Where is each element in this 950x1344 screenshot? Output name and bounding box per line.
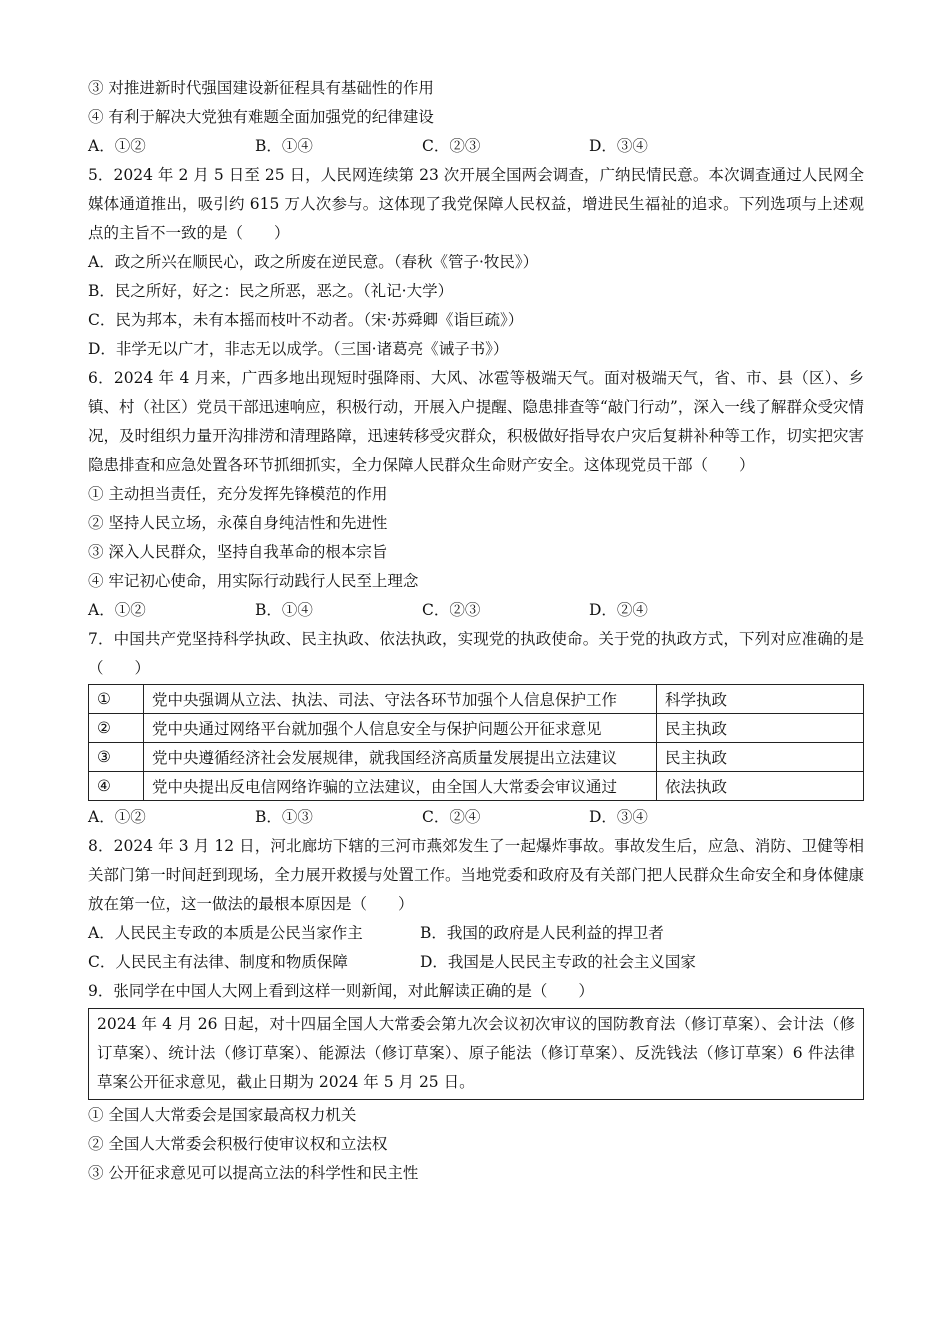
q7-option-d[interactable]: D．③④ (589, 808, 648, 826)
q8-options-row-2 (88, 948, 864, 977)
q9-statement-1: ① 全国人大常委会是国家最高权力机关 (88, 1106, 357, 1124)
q7-row-type: 民主执政 (657, 714, 864, 743)
table-row (89, 685, 864, 714)
q7-option-b[interactable]: B．①③ (255, 808, 313, 826)
q8-option-d[interactable]: D．我国是人民民主专政的社会主义国家 (420, 953, 696, 971)
q5-option-b[interactable]: B．民之所好，好之：民之所恶，恶之。（礼记·大学） (88, 282, 454, 300)
q6-statement-4: ④ 牢记初心使命，用实际行动践行人民至上理念 (88, 572, 419, 590)
q7-row-number: ④ (89, 772, 144, 801)
q8-option-a[interactable]: A．人民民主专政的本质是公民当家作主 (88, 924, 363, 942)
q4-options (88, 132, 864, 161)
q7-row-description: 党中央提出反电信网络诈骗的立法建议，由全国人大常委会审议通过 (144, 772, 657, 801)
q6-option-a[interactable]: A．①② (88, 601, 146, 619)
q4-option-b[interactable]: B．①④ (255, 137, 313, 155)
q4-statement-4: ④ 有利于解决大党独有难题全面加强党的纪律建设 (88, 108, 434, 126)
exam-page (88, 74, 864, 1188)
q7-row-description: 党中央强调从立法、执法、司法、守法各环节加强个人信息保护工作 (144, 685, 657, 714)
q9-statement-2: ② 全国人大常委会积极行使审议权和立法权 (88, 1135, 388, 1153)
q4-option-a[interactable]: A．①② (88, 137, 146, 155)
q6-statement-3: ③ 深入人民群众，坚持自我革命的根本宗旨 (88, 543, 388, 561)
q7-row-type: 科学执政 (657, 685, 864, 714)
q7-table (88, 684, 864, 801)
q8-option-c[interactable]: C．人民民主有法律、制度和物质保障 (88, 953, 348, 971)
table-row (89, 743, 864, 772)
q4-option-d[interactable]: D．③④ (589, 137, 648, 155)
q6-stem: 6．2024 年 4 月来，广西多地出现短时强降雨、大风、冰雹等极端天气。面对极端天气，省、市、县（区）、乡镇、村（社区）党员干部迅速响应，积极行动，开展入户提醒、隐患排查等“敲门行动”，深入一线了解群众受灾情况，及时组织力量开沟排涝和清理路障，迅速转移受灾群众，积极做好指导农户灾后复耕补种等工作，切实把灾害隐患排查和应急处置各环节抓细抓实，全力保障人民群众生命财产安全。这体现党员干部（ ） (88, 369, 864, 474)
q7-row-number: ② (89, 714, 144, 743)
q7-stem: 7．中国共产党坚持科学执政、民主执政、依法执政，实现党的执政使命。关于党的执政方式，下列对应准确的是（ ） (88, 630, 864, 677)
q4-statement-3: ③ 对推进新时代强国建设新征程具有基础性的作用 (88, 79, 434, 97)
table-row (89, 772, 864, 801)
q8-stem: 8．2024 年 3 月 12 日，河北廊坊下辖的三河市燕郊发生了一起爆炸事故。事故发生后，应急、消防、卫健等相关部门第一时间赶到现场，全力展开救援与处置工作。当地党委和政府及有关部门把人民群众生命安全和身体健康放在第一位，这一做法的最根本原因是（ ） (88, 837, 864, 913)
q7-row-type: 依法执政 (657, 772, 864, 801)
q7-row-description: 党中央遵循经济社会发展规律，就我国经济高质量发展提出立法建议 (144, 743, 657, 772)
q7-options (88, 803, 864, 832)
q9-news-box: 2024 年 4 月 26 日起，对十四届全国人大常委会第九次会议初次审议的国防教育法（修订草案）、会计法（修订草案）、统计法（修订草案）、能源法（修订草案）、原子能法（修订草案）、反洗钱法（修订草案）6 件法律草案公开征求意见，截止日期为 2024 年 5 月 25 日。 (88, 1008, 864, 1100)
q5-option-d[interactable]: D．非学无以广才，非志无以成学。（三国·诸葛亮《诫子书》） (88, 340, 509, 358)
q7-row-description: 党中央通过网络平台就加强个人信息安全与保护问题公开征求意见 (144, 714, 657, 743)
q6-option-d[interactable]: D．②④ (589, 601, 648, 619)
q8-options-row-1 (88, 919, 864, 948)
q9-statement-3: ③ 公开征求意见可以提高立法的科学性和民主性 (88, 1164, 419, 1182)
q5-option-a[interactable]: A．政之所兴在顺民心，政之所废在逆民意。（春秋《管子·牧民》） (88, 253, 539, 271)
q8-option-b[interactable]: B．我国的政府是人民利益的捍卫者 (420, 924, 664, 942)
q7-option-a[interactable]: A．①② (88, 808, 146, 826)
q6-option-b[interactable]: B．①④ (255, 601, 313, 619)
q6-statement-1: ① 主动担当责任，充分发挥先锋模范的作用 (88, 485, 388, 503)
q6-option-c[interactable]: C．②③ (422, 601, 481, 619)
q6-options (88, 596, 864, 625)
q6-statement-2: ② 坚持人民立场，永葆自身纯洁性和先进性 (88, 514, 388, 532)
table-row (89, 714, 864, 743)
q7-row-type: 民主执政 (657, 743, 864, 772)
q4-option-c[interactable]: C．②③ (422, 137, 481, 155)
q5-stem: 5．2024 年 2 月 5 日至 25 日，人民网连续第 23 次开展全国两会调查，广纳民情民意。本次调查通过人民网全媒体通道推出，吸引约 615 万人次参与。这体现了我党保障人民权益，增进民生福祉的追求。下列选项与上述观点的主旨不一致的是（ ） (88, 166, 864, 242)
q7-row-number: ① (89, 685, 144, 714)
q9-stem: 9．张同学在中国人大网上看到这样一则新闻，对此解读正确的是（ ） (88, 982, 594, 1000)
q7-option-c[interactable]: C．②④ (422, 808, 481, 826)
q5-option-c[interactable]: C．民为邦本，未有本摇而枝叶不动者。（宋·苏舜卿《诣巨疏》） (88, 311, 524, 329)
q7-row-number: ③ (89, 743, 144, 772)
